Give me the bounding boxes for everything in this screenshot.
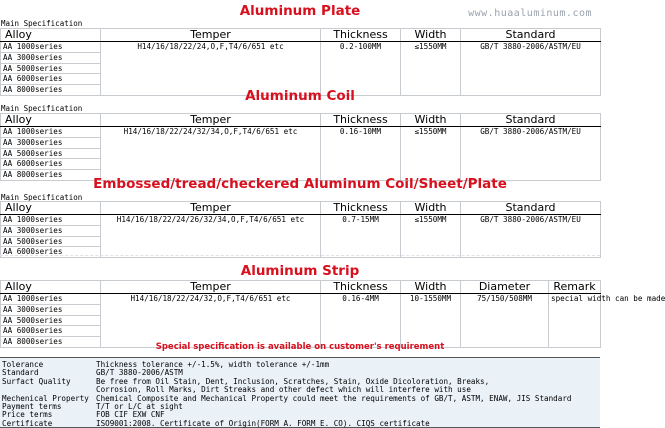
alloy-cell: AA 6000series	[1, 326, 101, 337]
spec-cell: GB/T 3880-2006/ASTM/EU	[461, 42, 601, 96]
footer-value: Be free from Oil Stain, Dent, Inclusion, Scratches, Stain, Oxide Dicoloration, Breaks,	[96, 376, 490, 386]
alloy-cell: AA 8000series	[1, 170, 101, 181]
alloy-cell: AA 6000series	[1, 247, 101, 258]
footer-label: Surfact Quality	[2, 376, 71, 386]
column-header: Standard	[461, 29, 601, 42]
column-header: Width	[401, 114, 461, 127]
main-spec-label: Main Specification	[1, 193, 83, 202]
footer-value: ISO9001:2008. Certificate of Origin(FORM A. FORM E. CO). CIQS certificate	[96, 418, 430, 428]
alloy-cell: AA 5000series	[1, 63, 101, 74]
spec-cell: special width can be made	[549, 294, 601, 348]
table-row	[1, 127, 601, 138]
alloy-cell: AA 5000series	[1, 148, 101, 159]
column-header: Thickness	[321, 29, 401, 42]
main-spec-label: Main Specification	[1, 104, 83, 113]
footer-value: T/T or L/C at sight	[96, 402, 183, 411]
footer-value: Thickness tolerance +/-1.5%, width tolerance +/-1mm	[96, 360, 330, 369]
alloy-cell: AA 6000series	[1, 159, 101, 170]
column-header: Diameter	[461, 281, 549, 294]
alloy-cell: AA 3000series	[1, 225, 101, 236]
alloy-cell: AA 1000series	[1, 42, 101, 53]
alloy-cell: AA 1000series	[1, 127, 101, 138]
spec-cell: GB/T 3880-2006/ASTM/EU	[461, 127, 601, 181]
table-header-row	[1, 29, 601, 42]
column-header: Thickness	[321, 281, 401, 294]
section-title-plate: Aluminum Plate	[239, 3, 361, 19]
footer-row	[2, 420, 430, 428]
column-header: Standard	[461, 202, 601, 215]
column-header: Thickness	[321, 202, 401, 215]
table-row	[1, 215, 601, 226]
footer-value: Corrosion, Roll Marks, Dirt Streaks and other defect which will interfere with use	[96, 385, 471, 395]
main-spec-label: Main Specification	[1, 19, 83, 28]
alloy-cell: AA 8000series	[1, 337, 101, 348]
spec-cell: H14/16/18/22/24/32,O,F,T4/6/651 etc	[101, 294, 321, 348]
column-header: Temper	[101, 281, 321, 294]
spec-cell: 0.16-4MM	[321, 294, 401, 348]
footer-row	[2, 395, 571, 403]
spec-table-strip	[0, 280, 665, 348]
column-header: Temper	[101, 202, 321, 215]
column-header: Temper	[101, 29, 321, 42]
section-title-strip: Aluminum Strip	[240, 263, 360, 279]
spec-cell: 10-1550MM	[401, 294, 461, 348]
spec-cell: 0.7-15MM	[321, 215, 401, 258]
footer-label: Mechenical Property	[2, 393, 89, 403]
footer-label: Price terms	[2, 410, 53, 420]
column-header: Width	[401, 29, 461, 42]
section-title-coil: Aluminum Coil	[245, 88, 355, 104]
spec-cell: 0.2-100MM	[321, 42, 401, 96]
spec-table-coil	[0, 113, 601, 181]
special-spec-note: Special specification is available on customer's requirement	[155, 342, 445, 352]
spec-table-embossed	[0, 201, 601, 258]
footer-value: GB/T 3880-2006/ASTM	[96, 368, 183, 378]
column-header: Alloy	[1, 281, 101, 294]
spec-cell: 75/150/508MM	[461, 294, 549, 348]
column-header: Remark	[549, 281, 601, 294]
footer-label: Standard	[2, 368, 39, 378]
footer-value: FOB CIF EXW CNF	[96, 410, 165, 420]
spec-cell: ≤1550MM	[401, 42, 461, 96]
spec-cell: H14/16/18/22/24/26/32/34,O,F,T4/6/651 etc	[101, 215, 321, 258]
spec-cell: 0.16-10MM	[321, 127, 401, 181]
alloy-cell: AA 1000series	[1, 215, 101, 226]
spec-cell: H14/16/18/22/24,O,F,T4/6/651 etc	[101, 42, 321, 96]
table-header-row	[1, 202, 601, 215]
spec-cell: ≤1550MM	[401, 215, 461, 258]
footer-label: Certificate	[2, 418, 53, 428]
table-header-row	[1, 114, 601, 127]
column-header: Alloy	[1, 29, 101, 42]
alloy-cell: AA 3000series	[1, 304, 101, 315]
column-header: Width	[401, 281, 461, 294]
footer-value: Chemical Composite and Mechanical Property could meet the requirements of GB/T, ASTM, ENAW, JIS Standard	[96, 393, 572, 403]
alloy-cell: AA 3000series	[1, 52, 101, 63]
table-row	[1, 42, 601, 53]
column-header: Standard	[461, 114, 601, 127]
alloy-cell: AA 1000series	[1, 294, 101, 305]
alloy-cell: AA 3000series	[1, 137, 101, 148]
column-header: Alloy	[1, 114, 101, 127]
table-row	[1, 294, 601, 305]
spec-cell: ≤1550MM	[401, 127, 461, 181]
column-header: Alloy	[1, 202, 101, 215]
column-header: Temper	[101, 114, 321, 127]
alloy-cell: AA 5000series	[1, 236, 101, 247]
column-header: Width	[401, 202, 461, 215]
spec-table-plate	[0, 28, 601, 96]
footer-label: Tolerance	[2, 360, 44, 369]
alloy-cell: AA 5000series	[1, 315, 101, 326]
section-title-embossed: Embossed/tread/checkered Aluminum Coil/Sheet/Plate	[93, 176, 507, 192]
alloy-cell: AA 8000series	[1, 85, 101, 96]
footer-label: Payment terms	[2, 402, 62, 411]
table-header-row	[1, 281, 601, 294]
watermark: www.huaaluminum.com	[468, 8, 592, 19]
spec-cell: H14/16/18/22/24/32/34,O,F,T4/6/651 etc	[101, 127, 321, 181]
spec-cell: GB/T 3880-2006/ASTM/EU	[461, 215, 601, 258]
alloy-cell: AA 6000series	[1, 74, 101, 85]
column-header: Thickness	[321, 114, 401, 127]
